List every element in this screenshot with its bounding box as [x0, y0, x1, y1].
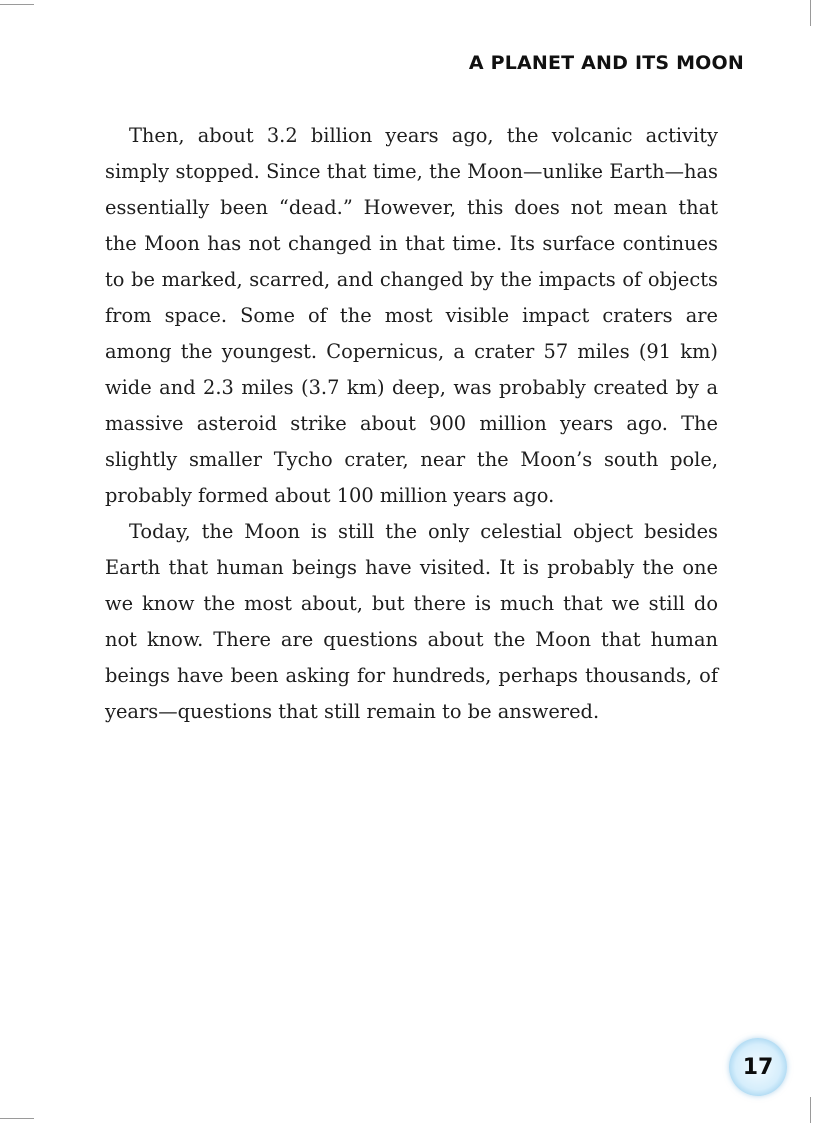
page-number: 17 [742, 1054, 774, 1080]
paragraph-2: Today, the Moon is still the only celestial object besides Earth that human beings have visited. It is probably the one we know the most about, but there is much that we still do not know. There are questions about the Moon that human beings have been asking for hundreds, perhaps thousands, of years—questions that still remain to be answered. [105, 520, 718, 723]
paragraph-1: Then, about 3.2 billion years ago, the volcanic activity simply stopped. Since that time, the Moon—unlike Earth—has essentially been “dead.” However, this does not mean that the Moon has not changed in that time. Its surface continues to be marked, scarred, and changed by the impacts of objects from space. Some of the most visible impact craters are among the youngest. Copernicus, a crater 57 miles (91 km) wide and 2.3 miles (3.7 km) deep, was probably created by a massive asteroid strike about 900 million years ago. The slightly smaller Tycho crater, near the Moon’s south pole, probably formed about 100 million years ago. [105, 124, 718, 507]
crop-mark-bottom-left [0, 1118, 34, 1119]
crop-mark-top-left [0, 4, 34, 5]
running-head: A PLANET AND ITS MOON [468, 52, 744, 74]
body-text [105, 118, 718, 730]
crop-mark-top-right [810, 0, 811, 26]
crop-mark-bottom-right [810, 1097, 811, 1123]
page-number-badge [729, 1038, 787, 1096]
